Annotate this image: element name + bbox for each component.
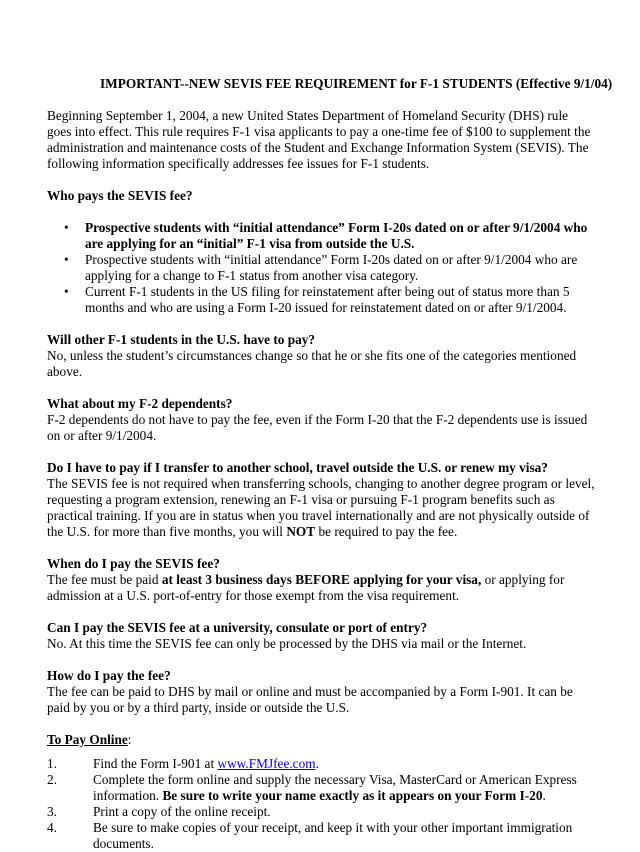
step-number: 3. (47, 804, 57, 819)
answer-transfer: The SEVIS fee is not required when transferring schools, changing to another degree program or level, requesting a program extension, renewing an F-1 visa or pursuing F-1 program benefits such as practical training. If you are in status when you travel internationally and are not physically outside of the U.S. for more than five months, you will NOT be required to pay the fee. (47, 476, 595, 539)
question-other-students: Will other F-1 students in the U.S. have to pay? (47, 332, 316, 347)
question-when: When do I pay the SEVIS fee? (47, 556, 220, 571)
answer-when: The fee must be paid at least 3 business days BEFORE applying for your visa, or applying for admission at a U.S. port-of-entry for those exempt from the visa requirement. (47, 572, 565, 603)
list-item: 4. Be sure to make copies of your receipt, and keep it with your other important immigration documents. (47, 820, 573, 851)
question-dependents: What about my F-2 dependents? (47, 396, 233, 411)
question-who-pays: Who pays the SEVIS fee? (47, 188, 193, 203)
list-item-text: Current F-1 students in the US filing for reinstatement after being out of status more than 5 months and who are using a Form I-20 issued for reinstatement dated on or after 9/1/2004. (85, 284, 570, 315)
pay-online-steps (47, 756, 595, 852)
list-item: 3. Print a copy of the online receipt. (47, 804, 271, 819)
answer-how: The fee can be paid to DHS by mail or online and must be accompanied by a Form I-901. It can be paid by you or by a third party, inside or outside the U.S. (47, 684, 573, 715)
question-where: Can I pay the SEVIS fee at a university, consulate or port of entry? (47, 620, 428, 635)
answer-other-students: No, unless the student’s circumstances change so that he or she fits one of the categories mentioned above. (47, 348, 577, 379)
step-number: 2. (47, 772, 57, 787)
step-number: 4. (47, 820, 57, 835)
bullet-icon: • (64, 220, 69, 235)
answer-dependents: F-2 dependents do not have to pay the fee, even if the Form I-20 that the F-2 dependents use is issued on or after 9/1/2004. (47, 412, 588, 443)
answer-where: No. At this time the SEVIS fee can only be processed by the DHS via mail or the Internet. (47, 636, 527, 651)
list-item (47, 252, 595, 284)
question-how: How do I pay the fee? (47, 668, 171, 683)
emphasis-deadline: at least 3 business days BEFORE applying for your visa, (161, 572, 482, 587)
pay-online-heading: To Pay Online: (47, 732, 132, 747)
list-item (47, 284, 595, 316)
emphasis-not: NOT (286, 524, 316, 539)
bullet-icon: • (64, 252, 69, 267)
list-item (47, 220, 595, 252)
document-title: IMPORTANT--NEW SEVIS FEE REQUIREMENT for F-1 STUDENTS (Effective 9/1/04) (100, 76, 613, 91)
list-item: 2. Complete the form online and supply the necessary Visa, MasterCard or American Express information. Be sure to write your name exactly as it appears on your Form I-20. (47, 772, 577, 803)
intro-paragraph: Beginning September 1, 2004, a new United States Department of Homeland Security (DHS) rule goes into effect. This rule requires F-1 visa applicants to pay a one-time fee of $100 to supplement the administration and maintenance costs of the Student and Exchange Information System (SEVIS). The following information specifically addresses fee issues for F-1 students. (47, 108, 591, 171)
emphasis-name: Be sure to write your name exactly as it appears on your Form I-20 (162, 788, 543, 803)
list-item-text: Prospective students with “initial attendance” Form I-20s dated on or after 9/1/2004 who are applying for a change to F-1 status from another visa category. (85, 252, 578, 283)
list-item: 1. Find the Form I-901 at www.FMJfee.com. (47, 756, 319, 771)
document-page (47, 76, 613, 852)
step-number: 1. (47, 756, 57, 771)
question-transfer: Do I have to pay if I transfer to another school, travel outside the U.S. or renew my visa? (47, 460, 548, 475)
fmjfee-link[interactable]: www.FMJfee.com (217, 756, 316, 771)
bullet-icon: • (64, 284, 69, 299)
list-item-text: Prospective students with “initial attendance” Form I-20s dated on or after 9/1/2004 who are applying for an “initial” F-1 visa from outside the U.S. (85, 220, 588, 251)
who-pays-list (47, 220, 595, 316)
